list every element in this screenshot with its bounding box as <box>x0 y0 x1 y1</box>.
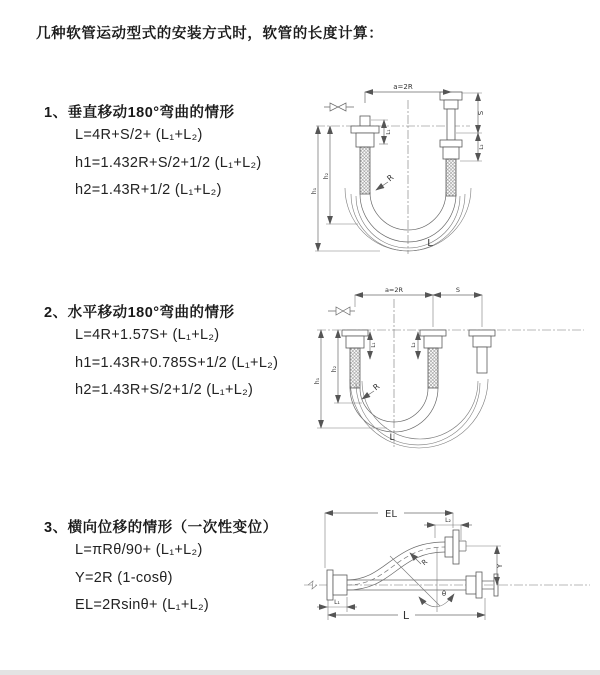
radius-label: R <box>385 172 396 184</box>
dim-label-s: S <box>455 286 461 294</box>
diagram-lateral-displacement <box>298 500 598 658</box>
dim-label-l2: L₂ <box>445 517 451 524</box>
dimensions <box>317 509 504 622</box>
formula-el: EL=2Rsinθ+ (L₁+L₂) <box>75 597 210 613</box>
dim-label-l: L <box>402 609 410 622</box>
dim-label-h1: h₁ <box>314 377 321 385</box>
diagram-vertical-180 <box>310 76 495 262</box>
page-bottom-edge <box>0 670 600 675</box>
hose-arcs <box>350 379 488 448</box>
formula-length: L=πRθ/90+ (L₁+L₂) <box>75 542 203 558</box>
formula-h2: h2=1.43R+S/2+1/2 (L₁+L₂) <box>75 382 254 398</box>
left-flange <box>327 570 347 600</box>
formula-y: Y=2R (1-cosθ) <box>75 569 173 586</box>
left-pipe <box>351 116 379 194</box>
section-1-heading: 1、垂直移动180°弯曲的情形 <box>44 105 235 121</box>
length-label: L <box>389 433 395 443</box>
dim-label-y: Y <box>496 563 504 569</box>
upper-right-flange <box>445 530 466 564</box>
lower-right-flange <box>466 572 498 598</box>
dim-label-l2: L₂ <box>479 144 485 150</box>
dim-label-l1: L₁ <box>386 129 392 135</box>
middle-pipe <box>420 330 446 388</box>
curved-hose <box>347 542 445 590</box>
dim-label-h2: h₂ <box>323 172 330 180</box>
left-pipe <box>342 330 368 388</box>
valve-symbol <box>328 307 355 315</box>
theta-label: θ <box>441 590 447 598</box>
moved-pipe <box>469 330 495 373</box>
section-2-heading: 2、水平移动180°弯曲的情形 <box>44 305 235 321</box>
dimensions <box>311 83 485 251</box>
section-3 <box>44 516 278 620</box>
dim-label-a2r: a=2R <box>384 286 404 294</box>
dimensions <box>314 286 482 443</box>
dim-label-a2r: a=2R <box>393 83 413 91</box>
length-label: L <box>427 238 433 249</box>
formula-h1: h1=1.43R+0.785S+1/2 (L₁+L₂) <box>75 354 279 371</box>
section-2 <box>44 301 278 405</box>
page-title: 几种软管运动型式的安装方式时，软管的长度计算： <box>36 26 384 42</box>
formula-length: L=4R+S/2+ (L₁+L₂) <box>75 127 203 143</box>
section-3-heading: 3、横向位移的情形（一次性变位） <box>44 520 278 536</box>
radius-label: R <box>371 381 382 393</box>
valve-symbol <box>324 103 354 111</box>
dim-label-s: S <box>477 110 485 116</box>
dim-label-el: EL <box>385 509 397 520</box>
section-1 <box>44 101 262 205</box>
radius-label: R <box>420 557 430 568</box>
formula-h1: h1=1.432R+S/2+1/2 (L₁+L₂) <box>75 154 262 171</box>
dim-label-l1: L₁ <box>334 599 340 606</box>
diagram-lateral-svg <box>298 500 598 658</box>
dim-label-h2: h₂ <box>331 365 338 373</box>
diagram-horizontal-180-svg <box>312 283 592 463</box>
dim-label-h1: h₁ <box>311 187 318 195</box>
formula-h2: h2=1.43R+1/2 (L₁+L₂) <box>75 182 222 198</box>
dim-label-l1: L₁ <box>371 342 377 348</box>
dim-label-l2: L₂ <box>411 342 417 348</box>
diagram-vertical-180-svg <box>310 76 495 262</box>
right-pipe <box>440 92 462 196</box>
diagram-horizontal-180 <box>312 283 592 463</box>
formula-length: L=4R+1.57S+ (L₁+L₂) <box>75 327 220 343</box>
